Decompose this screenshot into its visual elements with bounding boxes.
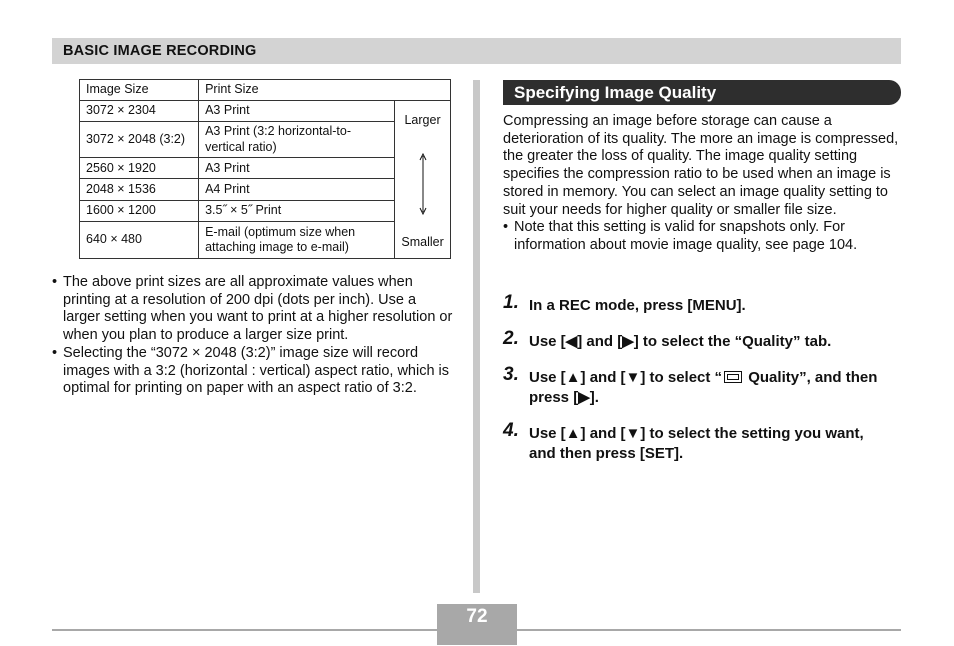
- step-text: Use [▲] and [▼] to select the setting you want, and then press [SET].: [529, 425, 864, 462]
- step-number: 3.: [503, 364, 519, 385]
- header-title: BASIC IMAGE RECORDING: [63, 43, 257, 59]
- note-item: [52, 345, 454, 398]
- image-size-cell: 3072 × 2048 (3:2): [80, 122, 199, 158]
- column-header-print-size: Print Size: [199, 80, 451, 101]
- scale-larger-label: Larger: [404, 113, 441, 127]
- quality-icon: [724, 371, 742, 383]
- print-size-cell: A4 Print: [199, 179, 395, 200]
- double-arrow-vertical-icon: [417, 153, 429, 215]
- column-header-image-size: Image Size: [80, 80, 199, 101]
- note-text: Selecting the “3072 × 2048 (3:2)” image size will record images with a 3:2 (horizontal : vertical) aspect ratio, which is optimal for printing on paper with an aspect ratio of 3:2.: [63, 344, 450, 397]
- page-number-box-lower: [437, 631, 517, 645]
- step-text-pre: Use [▲] and [▼] to select “: [529, 369, 723, 386]
- step-number: 1.: [503, 292, 519, 313]
- note-item: [503, 219, 903, 254]
- step-number: 2.: [503, 328, 519, 349]
- step-text: Use [◀] and [▶] to select the “Quality” tab.: [529, 333, 832, 350]
- section-heading-bar: [503, 80, 901, 105]
- print-size-cell: E-mail (optimum size when attaching image to e-mail): [199, 222, 395, 259]
- step-text-post: Quality”, and then press [▶].: [529, 369, 878, 406]
- scale-smaller-label: Smaller: [401, 234, 444, 249]
- print-size-cell: A3 Print: [199, 158, 395, 179]
- bullet-icon: •: [503, 219, 509, 236]
- header-bar: [52, 38, 901, 64]
- step-number: 4.: [503, 420, 519, 441]
- bullet-icon: •: [52, 274, 58, 290]
- bullet-icon: •: [52, 344, 58, 361]
- note-text: The above print sizes are all approximate values when printing at a resolution of 200 dpi (dots per inch). Use a larger setting when you want to print at a higher resolution or when you plan to produce a larger size print.: [63, 274, 453, 344]
- print-size-cell: A3 Print: [199, 101, 395, 122]
- image-size-cell: 1600 × 1200: [80, 200, 199, 221]
- section-intro: Compressing an image before storage can cause a deterioration of its quality. The more an image is compressed, the greater the loss of quality. The image quality setting specifies the compression ratio to be used when an image is stored in memory. You can select an image quality setting to suit your needs for higher quality or smaller file size.: [503, 113, 899, 218]
- page-number-box: [437, 604, 517, 631]
- section-title: Specifying Image Quality: [514, 83, 717, 102]
- table-row: [80, 101, 451, 122]
- size-scale: [395, 101, 451, 259]
- table-notes: [52, 274, 454, 398]
- step-text: In a REC mode, press [MENU].: [529, 297, 746, 314]
- column-divider: [473, 80, 480, 593]
- page-number: 72: [466, 606, 488, 627]
- note-text: Note that this setting is valid for snapshots only. For information about movie image quality, see page 104.: [514, 219, 858, 253]
- image-size-cell: 3072 × 2304: [80, 101, 199, 122]
- section-body: [503, 113, 903, 255]
- image-size-cell: 2048 × 1536: [80, 179, 199, 200]
- image-size-cell: 2560 × 1920: [80, 158, 199, 179]
- step-text: [529, 368, 889, 408]
- table-header-row: [80, 80, 451, 101]
- note-item: [52, 274, 454, 345]
- print-size-cell: 3.5˝ × 5˝ Print: [199, 200, 395, 221]
- print-size-table: [79, 79, 451, 259]
- image-size-cell: 640 × 480: [80, 222, 199, 259]
- print-size-cell: A3 Print (3:2 horizontal-to-vertical ratio): [199, 122, 395, 158]
